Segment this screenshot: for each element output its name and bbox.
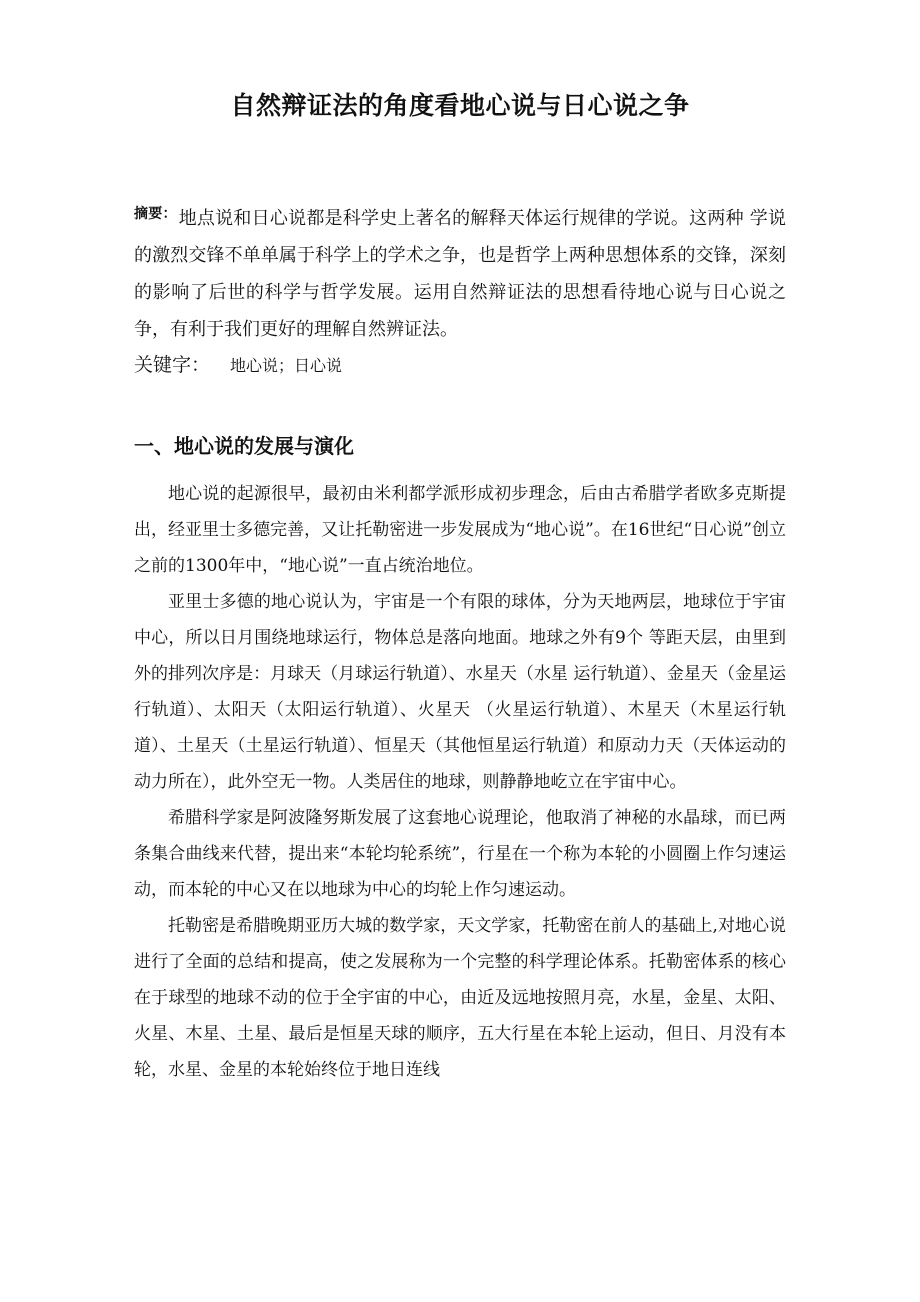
section-heading: 一、地心说的发展与演化 (134, 434, 354, 458)
paragraph: 希腊科学家是阿波隆努斯发展了这套地心说理论，他取消了神秘的水晶球，而已两条集合曲线来代替，提出来“本轮均轮系统”，行星在一个称为本轮的小圆圈上作匀速运动，而本轮的中心又在以地球为中心的均轮上作匀速运动。 (134, 808, 786, 900)
abstract (134, 196, 786, 348)
document-title: 自然辩证法的角度看地心说与日心说之争 (230, 91, 690, 120)
keywords-text: 地心说；日心说 (230, 356, 343, 375)
abstract-label: 摘要： (134, 206, 177, 222)
paragraph: 地心说的起源很早，最初由米利都学派形成初步理念，后由古希腊学者欧多克斯提出，经亚里士多德完善，又让托勒密进一步发展成为“地心说”。在16世纪“日心说”创立之前的1300年中，“地心说”一直占统治地位。 (134, 484, 786, 576)
section-body (134, 476, 786, 1088)
keywords (134, 348, 786, 383)
paragraph: 托勒密是希腊晚期亚历大城的数学家，天文学家，托勒密在前人的基础上,对地心说进行了全面的总结和提高，使之发展称为一个完整的科学理论体系。托勒密体系的核心在于球型的地球不动的位于全宇宙的中心，由近及远地按照月亮，水星，金星、太阳、火星、木星、土星、最后是恒星天球的顺序，五大行星在本轮上运动，但日、月没有本轮，水星、金星的本轮始终位于地日连线 (134, 916, 786, 1080)
abstract-text: 地点说和日心说都是科学史上著名的解释天体运行规律的学说。这两种 学说的激烈交锋不单单属于科学上的学术之争，也是哲学上两种思想体系的交锋，深刻的影响了后世的科学与哲学发展。运用自然辩证法的思想看待地心说与日心说之争，有利于我们更好的理解自然辨证法。 (134, 208, 787, 340)
paragraph: 亚里士多德的地心说认为，宇宙是一个有限的球体，分为天地两层，地球位于宇宙中心，所以日月围绕地球运行，物体总是落向地面。地球之外有9个 等距天层，由里到外的排列次序是：月球天（月球运行轨道）、水星天（水星 运行轨道）、金星天（金星运行轨道）、太阳天（太阳运行轨道）、火星天 （火星运行轨道）、木星天（木星运行轨道）、土星天（土星运行轨道）、恒星天（其他恒星运行轨道）和原动力天（天体运动的动力所在），此外空无一物。人类居住的地球，则静静地屹立在宇宙中心。 (134, 592, 786, 792)
keywords-label: 关键字： (134, 354, 211, 376)
